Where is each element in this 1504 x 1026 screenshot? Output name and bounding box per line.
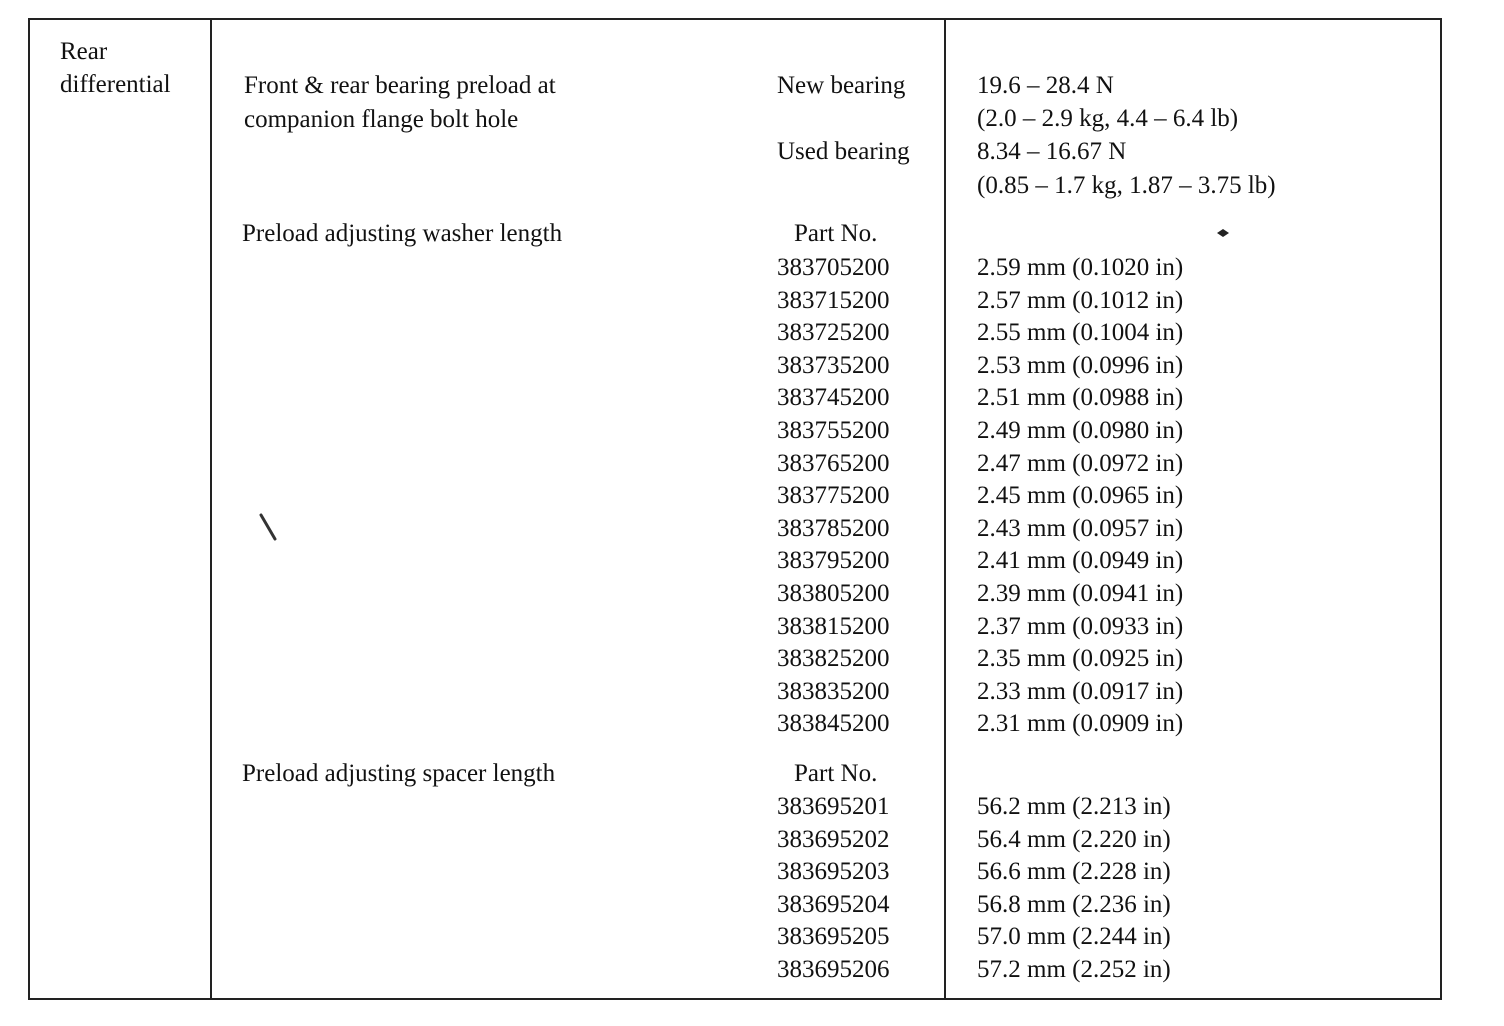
washer-length-value: 2.45 mm (0.0965 in) — [977, 482, 1184, 510]
washer-length-value: 2.51 mm (0.0988 in) — [977, 384, 1184, 412]
washer-part-number: 383705200 — [777, 254, 890, 281]
washer-length-value: 2.53 mm (0.0996 in) — [977, 351, 1184, 379]
washer-length-value: 2.35 mm (0.0925 in) — [977, 645, 1184, 673]
spacer-length-value: 56.2 mm (2.213 in) — [977, 793, 1171, 820]
washer-part-number: 383765200 — [777, 449, 890, 477]
washer-length-value: 2.37 mm (0.0933 in) — [977, 612, 1184, 640]
spacer-length-value: 57.2 mm (2.252 in) — [977, 956, 1171, 983]
washer-part-number: 383815200 — [777, 612, 890, 640]
spacer-part-number: 383695204 — [777, 890, 890, 918]
washer-part-number: 383715200 — [777, 286, 890, 314]
washer-part-number: 383835200 — [777, 677, 890, 705]
washer-part-number: 383795200 — [777, 547, 890, 575]
preload-title-line1: Front & rear bearing preload at — [244, 72, 556, 99]
washer-part-number: 383745200 — [777, 384, 890, 412]
washer-length-value: 2.43 mm (0.0957 in) — [977, 514, 1184, 542]
washer-length-value: 2.49 mm (0.0980 in) — [977, 417, 1184, 444]
spacer-part-number: 383695201 — [777, 793, 890, 820]
section-label-line1: Rear — [60, 38, 108, 65]
washer-part-number: 383805200 — [777, 580, 890, 607]
used-bearing-label: Used bearing — [777, 138, 910, 165]
spacer-part-number: 383695205 — [777, 923, 890, 951]
washer-part-number: 383725200 — [777, 319, 890, 347]
washer-length-value: 2.57 mm (0.1012 in) — [977, 286, 1184, 314]
spacer-length-value: 57.0 mm (2.244 in) — [977, 923, 1171, 951]
washer-part-number: 383785200 — [777, 514, 890, 542]
washer-title: Preload adjusting washer length — [242, 220, 563, 247]
section-label-line2: differential — [60, 71, 171, 98]
used-bearing-value: 8.34 – 16.67 N — [977, 138, 1127, 165]
new-bearing-label: New bearing — [777, 72, 906, 99]
spacer-part-header: Part No. — [794, 760, 878, 787]
washer-part-number: 383845200 — [777, 710, 890, 738]
used-bearing-value-detail: (0.85 – 1.7 kg, 1.87 – 3.75 lb) — [977, 172, 1276, 199]
spacer-part-number: 383695202 — [777, 825, 890, 853]
spec-table — [28, 18, 1442, 1000]
spacer-length-value: 56.4 mm (2.220 in) — [977, 825, 1171, 853]
washer-length-value: 2.55 mm (0.1004 in) — [977, 319, 1184, 347]
spacer-title: Preload adjusting spacer length — [242, 760, 556, 787]
washer-part-number: 383735200 — [777, 351, 890, 379]
washer-part-header: Part No. — [794, 220, 878, 247]
washer-length-value: 2.33 mm (0.0917 in) — [977, 677, 1184, 705]
washer-length-value: 2.31 mm (0.0909 in) — [977, 710, 1184, 738]
washer-length-value: 2.41 mm (0.0949 in) — [977, 547, 1184, 575]
spacer-length-value: 56.6 mm (2.228 in) — [977, 858, 1171, 886]
scan-stroke-mark — [258, 512, 280, 542]
column-divider-2 — [944, 18, 946, 1000]
column-divider-1 — [210, 18, 212, 1000]
preload-title-line2: companion flange bolt hole — [244, 106, 519, 133]
spacer-part-number: 383695206 — [777, 956, 890, 983]
spacer-part-number: 383695203 — [777, 858, 890, 886]
washer-part-number: 383755200 — [777, 417, 890, 444]
washer-part-number: 383775200 — [777, 482, 890, 510]
washer-length-value: 2.47 mm (0.0972 in) — [977, 449, 1184, 477]
washer-length-value: 2.59 mm (0.1020 in) — [977, 254, 1184, 281]
scan-speck-mark — [1215, 226, 1231, 240]
washer-part-number: 383825200 — [777, 645, 890, 673]
spacer-length-value: 56.8 mm (2.236 in) — [977, 890, 1171, 918]
washer-length-value: 2.39 mm (0.0941 in) — [977, 580, 1184, 607]
new-bearing-value: 19.6 – 28.4 N — [977, 72, 1114, 99]
new-bearing-value-detail: (2.0 – 2.9 kg, 4.4 – 6.4 lb) — [977, 105, 1239, 132]
